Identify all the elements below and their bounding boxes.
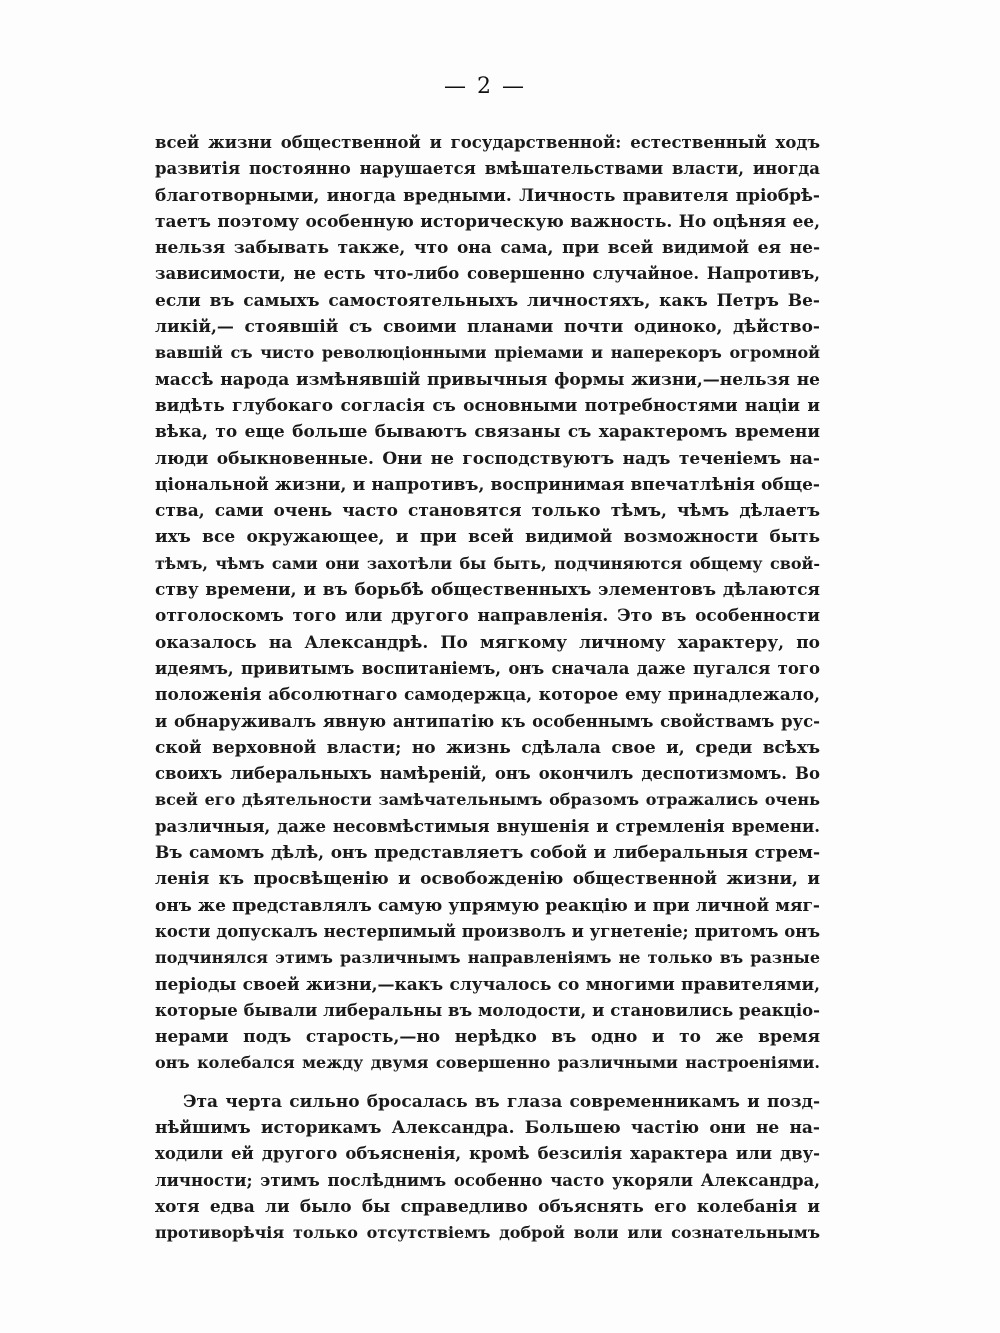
text-line: онъ колебался между двумя совершенно различными настроеніями. <box>155 1053 820 1073</box>
text-line: вавшій съ чисто революціонными пріемами и наперекоръ огромной <box>155 343 820 363</box>
body-text <box>155 130 820 1246</box>
text-line: Эта черта сильно бросалась въ глаза современникамъ и позд- <box>183 1091 820 1112</box>
text-line: ства, сами очень часто становятся только тѣмъ, чѣмъ дѣлаетъ <box>155 501 820 522</box>
text-line: противорѣчія только отсутствіемъ доброй воли или сознательнымъ <box>155 1223 820 1243</box>
text-line: которые бывали либеральны въ молодости, и становились реакціо- <box>155 1000 820 1020</box>
text-line: своихъ либеральныхъ намѣреній, онъ окончилъ деспотизмомъ. Во <box>155 764 820 784</box>
text-line: отголоскомъ того или другого направленія. Это въ особенности <box>155 606 820 627</box>
page-number: — 2 — <box>444 74 526 99</box>
text-line: онъ же представлялъ самую упрямую реакцію и при личной мяг- <box>155 895 820 916</box>
text-line: массѣ народа измѣнявшій привычныя формы жизни,—нельзя не <box>155 369 820 390</box>
text-line: нельзя забывать также, что она сама, при всей видимой ея не- <box>155 238 820 259</box>
text-line: ихъ все окружающее, и при всей видимой возможности быть <box>155 527 820 548</box>
paragraph <box>155 130 820 1077</box>
text-line: ціональной жизни, и напротивъ, воспринимая впечатлѣнія обще- <box>155 474 820 495</box>
text-line: ской верховной власти; но жизнь сдѣлала свое и, среди всѣхъ <box>155 737 820 758</box>
text-line: Въ самомъ дѣлѣ, онъ представляетъ собой и либеральныя стрем- <box>155 843 820 864</box>
text-line: нерами подъ старость,—но нерѣдко въ одно и то же время <box>155 1027 820 1048</box>
text-line: личности; этимъ послѣднимъ особенно часто укоряли Александра, <box>155 1170 820 1190</box>
text-line: идеямъ, привитымъ воспитаніемъ, онъ сначала даже пугался того <box>155 658 820 678</box>
text-line: всей его дѣятельности замѣчательнымъ образомъ отражались очень <box>155 790 820 810</box>
text-line: видѣть глубокаго согласія съ основными потребностями націи и <box>155 395 820 416</box>
text-line: нѣйшимъ историкамъ Александра. Большею частію они не на- <box>155 1117 820 1138</box>
text-line: если въ самыхъ самостоятельныхъ личностяхъ, какъ Петръ Ве- <box>155 290 820 311</box>
text-line: благотворными, иногда вредными. Личность правителя пріобрѣ- <box>155 185 820 206</box>
text-line: вѣка, то еще больше бываютъ связаны съ характеромъ времени <box>155 422 820 443</box>
text-line: тѣмъ, чѣмъ сами они захотѣли бы быть, подчиняются общему свой- <box>155 553 820 573</box>
text-line: таетъ поэтому особенную историческую важность. Но оцѣняя ее, <box>155 211 820 232</box>
text-line: ленія къ просвѣщенію и освобожденію общественной жизни, и <box>155 869 820 890</box>
text-line: и обнаруживалъ явную антипатію къ особеннымъ свойствамъ рус- <box>155 711 820 731</box>
text-line: кости допускалъ нестерпимый произволъ и угнетеніе; притомъ онъ <box>155 921 820 941</box>
text-line: ству времени, и въ борьбѣ общественныхъ элементовъ дѣлаются <box>155 580 820 601</box>
paragraph-spacer <box>155 1077 820 1089</box>
text-line: люди обыкновенные. Они не господствуютъ надъ теченіемъ на- <box>155 448 820 469</box>
text-line: подчинялся этимъ различнымъ направленіямъ не только въ разные <box>155 948 820 968</box>
text-line: хотя едва ли было бы справедливо объяснять его колебанія и <box>155 1196 820 1217</box>
paragraph <box>155 1089 820 1247</box>
text-line: положенія абсолютнаго самодержца, которое ему принадлежало, <box>155 685 820 706</box>
text-line: всей жизни общественной и государственной: естественный ходъ <box>155 133 820 152</box>
text-line: различныя, даже несовмѣстимыя внушенія и стремленія времени. <box>155 816 820 836</box>
text-line: развитія постоянно нарушается вмѣшательствами власти, иногда <box>155 159 820 179</box>
text-line: зависимости, не есть что-либо совершенно случайное. Напротивъ, <box>155 264 820 284</box>
text-line: ликій,— стоявшій съ своими планами почти одиноко, дѣйство- <box>155 317 820 338</box>
text-line: періоды своей жизни,—какъ случалось со многими правителями, <box>155 974 820 995</box>
text-line: оказалось на Александрѣ. По мягкому личному характеру, по <box>155 632 820 653</box>
text-line: ходили ей другого объясненія, кромѣ безсилія характера или дву- <box>155 1144 820 1164</box>
